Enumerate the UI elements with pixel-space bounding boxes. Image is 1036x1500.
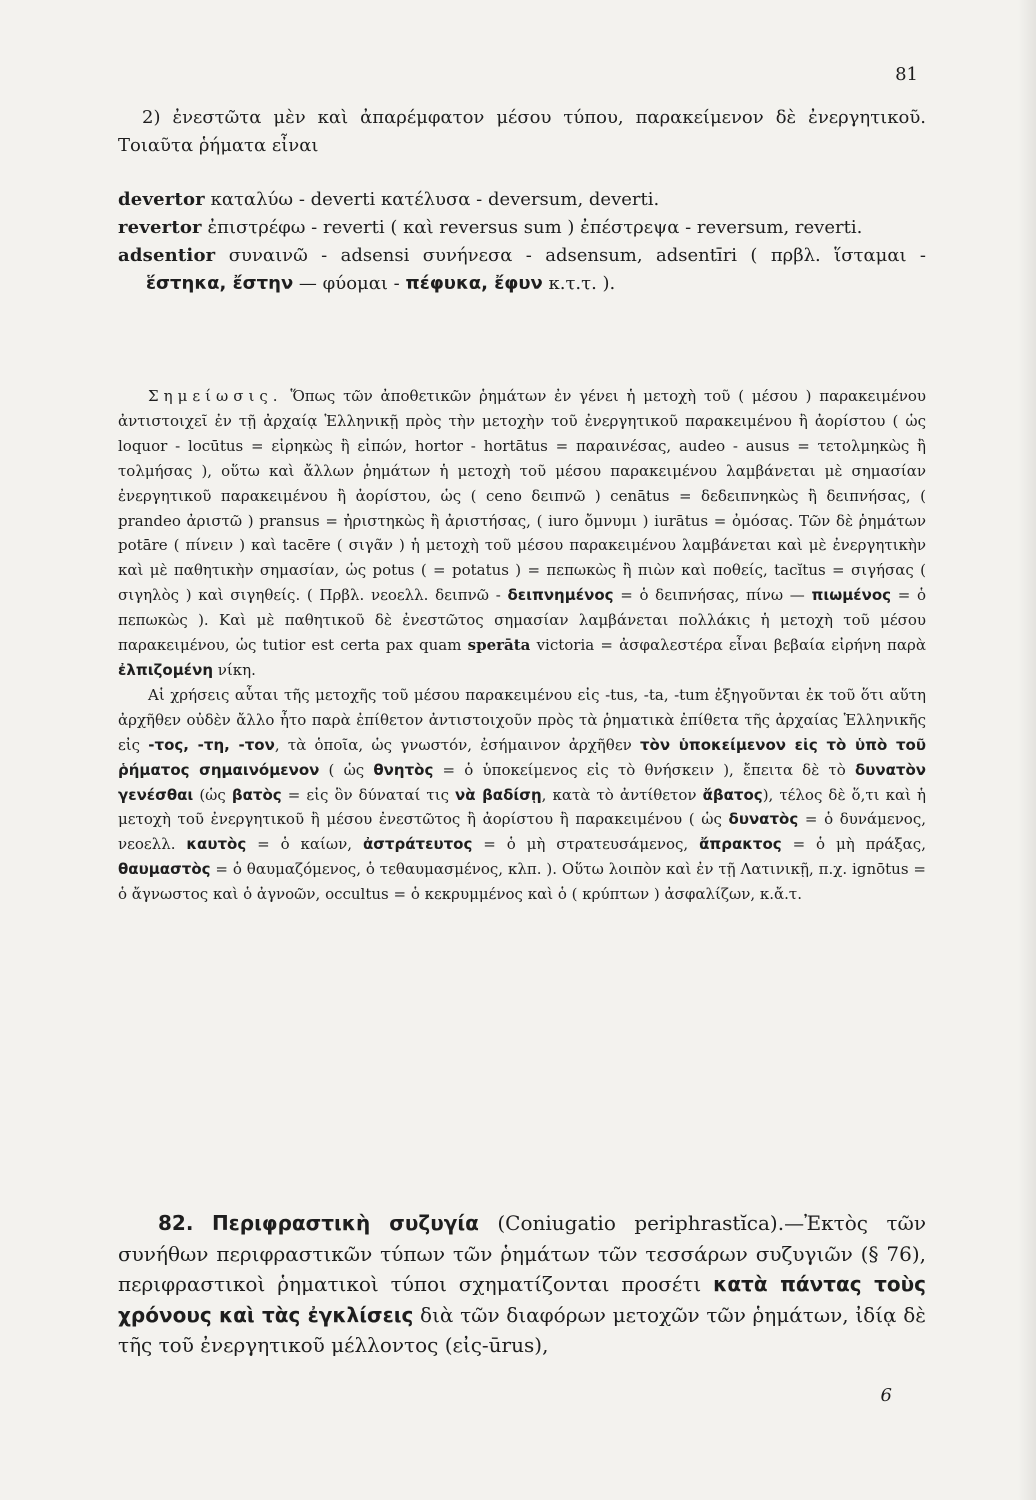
note-text: = ὁ μὴ στρατευσάμενος, (472, 835, 700, 854)
bold-form: ἄβατος (702, 785, 763, 804)
note-text: = ὁ δειπνήσας, πίνω — (613, 586, 812, 605)
note-section (118, 384, 926, 907)
note-paragraph-1 (118, 384, 926, 683)
entry-devertor (118, 186, 926, 214)
note-text: = ὁ καίων, (246, 835, 363, 854)
lemma: revertor (118, 217, 202, 238)
note-text: = ὁ θαυμαζόμενος, ὁ τεθαυμασμένος, κλπ. ). Οὕτω λοιπὸν καὶ ἐν τῇ Λατινικῇ, π.χ. ignōtus = ὁ ἄγνωστος καὶ ὁ ἀγνοῶν, occultus = ὁ κεκρυμμένος καὶ ὁ ( κρύπτων ) ἀσφαλίζων, κ.ἄ.τ. (118, 860, 926, 904)
note-text: (ὡς (193, 785, 232, 804)
entry-text: — φύομαι - (293, 273, 406, 294)
note-text: , κατὰ τὸ ἀντίθετον (541, 785, 703, 804)
note-text: ), τέλος δὲ ὅ,τι καὶ ἡ μετοχὴ τοῦ ἐνεργητικοῦ ἢ μέσου ἐνεστῶτος ἢ ἀορίστου ἢ παρακειμένου ( ὡς (118, 785, 926, 829)
bold-form: δειπνημένος (507, 586, 614, 605)
entry-text: κ.τ.τ. ). (542, 273, 616, 294)
entry-text: συναινῶ - adsensi συνήνεσα - adsensum, adsentīri ( πρβλ. ἵσταμαι - (215, 245, 926, 266)
entry-text: ἐπιστρέφω - reverti ( καὶ reversus sum ) ἐπέστρεψα - reversum, reverti. (201, 217, 863, 238)
intro-paragraph (118, 104, 926, 160)
entry-revertor (118, 214, 926, 242)
section-paragraph (118, 1208, 926, 1361)
bold-form: ἀστράτευτος (362, 835, 473, 854)
note-text: = ὁ μὴ πράξας, (781, 835, 926, 854)
bold-form: δυνατὸς (728, 810, 799, 829)
note-paragraph-2 (118, 683, 926, 907)
bold-form: βατὸς (231, 785, 282, 804)
note-text: = ὁ δυνάμενος, νεοελλ. (118, 810, 927, 854)
entry-adsentior (118, 242, 926, 298)
note-text: Ὅπως τῶν ἀποθετικῶν ῥημάτων ἐν γένει ἡ μετοχὴ τοῦ ( μέσου ) παρακειμένου ἀντιστοιχεῖ ἐν τῇ ἀρχαίᾳ Ἑλληνικῇ πρὸς τὴν μετοχὴν τοῦ ἐνεργητικοῦ παρακειμένου ἢ ἀορίστου ( ὡς loquor - locūtus = εἰρηκὼς ἢ εἰπών, hortor - hortātus = παραινέσας, audeo - ausus = τετολμηκὼς ἢ τολμήσας ), οὕτω καὶ ἄλλων ῥημάτων ἡ μετοχὴ τοῦ μέσου παρακειμένου λαμβάνεται μὲ σημασίαν ἐνεργητικοῦ παρακειμένου ἢ ἀορίστου, ὡς ( ceno δειπνῶ ) cenātus = δεδειπνηκὼς ἢ δειπνήσας, ( prandeo ἀριστῶ ) pransus = ἠριστηκὼς ἢ ἀριστήσας, ( iuro ὄμνυμι ) iurātus = ὀμόσας. Τῶν δὲ ῥημάτων potāre ( πίνειν ) καὶ tacēre ( σιγᾶν ) ἡ μετοχὴ τοῦ μέσου παρακειμένου λαμβάνεται καὶ μὲ ἐνεργητικὴν καὶ μὲ παθητικὴν σημασίαν, ὡς potus ( = potatus ) = πεπωκὼς ἢ πιὼν καὶ ποθείς, tacĭtus = σιγήσας ( σιγηλὸς ) καὶ σιγηθείς. ( Πρβλ. νεοελλ. δειπνῶ - (118, 387, 926, 605)
page-edge-shadow (1018, 0, 1036, 1500)
bold-form: θαυμαστὸς (118, 860, 211, 879)
bold-form: sperāta (467, 636, 531, 655)
note-text: = εἰς ὃν δύναταί τις (281, 785, 456, 804)
bold-form: πέφυκα, ἔφυν (405, 273, 543, 294)
note-text: νίκη. (213, 660, 256, 679)
bold-form: -τος, -τη, -τον (148, 735, 275, 754)
note-text: = ὁ πεπωκὼς ). Καὶ μὲ παθητικοῦ δὲ ἐνεστῶτος σημασίαν λαμβάνεται πολλάκις ἡ μετοχὴ τοῦ μέσου παρακειμένου, ὡς tutior est certa pax quam (118, 586, 927, 655)
section-text: διὰ τῶν διαφόρων μετοχῶν τῶν ῥημάτων, ἰδίᾳ δὲ τῆς τοῦ ἐνεργητικοῦ μέλλοντος (εἰς-ūrus), (118, 1302, 926, 1358)
signature-mark: 6 (880, 1385, 892, 1406)
bold-form: τὸν ὑποκείμενον εἰς τὸ ὑπὸ τοῦ ῥήματος σημαινόμενον (118, 735, 926, 779)
bold-form: νὰ βαδίσῃ (455, 785, 542, 804)
lemma: devertor (118, 189, 205, 210)
lemma: adsentior (118, 245, 216, 266)
bold-form: καυτὸς (186, 835, 247, 854)
bold-form: ἕστηκα, ἔστην (146, 273, 294, 294)
note-text: , τὰ ὁποῖα, ὡς γνωστόν, ἐσήμαινον ἀρχῆθεν (274, 735, 640, 754)
bold-form: θνητὸς (373, 760, 434, 779)
page-number: 81 (895, 64, 918, 85)
bold-phrase: κατὰ πάντας τοὺς χρόνους καὶ τὰς ἐγκλίσεις (118, 1272, 926, 1327)
note-text: ( ὡς (319, 760, 374, 779)
note-text: = ὁ ὑποκείμενος εἰς τὸ θνήσκειν ), ἔπειτα δὲ τὸ (433, 760, 855, 779)
section-82 (118, 1208, 926, 1361)
note-text: Αἱ χρήσεις αὗται τῆς μετοχῆς τοῦ μέσου παρακειμένου εἰς -tus, -ta, -tum ἐξηγοῦνται ἐκ τοῦ ὅτι αὕτη ἀρχῆθεν οὐδὲν ἄλλο ἦτο παρὰ ἐπίθετον ἀντιστοιχοῦν πρὸς τὰ ῥηματικὰ ἐπίθετα τῆς ἀρχαίας Ἑλληνικῆς εἰς (118, 685, 926, 754)
bold-form: πιωμένος (811, 586, 892, 605)
section-number: 82. (158, 1211, 194, 1235)
bold-form: ἄπρακτος (699, 835, 782, 854)
intro-text: 2) ἐνεστῶτα μὲν καὶ ἀπαρέμφατον μέσου τύπου, παρακείμενον δὲ ἐνεργητικοῦ. Τοιαῦτα ῥήματα εἶναι (118, 107, 926, 156)
bold-form: ἐλπιζομένη (118, 660, 214, 679)
section-text: —Ἐκτὸς τῶν συνήθων περιφραστικῶν τύπων τῶν ῥημάτων τῶν τεσσάρων συζυγιῶν (§ 76), περιφραστικοὶ ῥηματικοὶ τύποι σχηματίζονται προσέτι (118, 1211, 926, 1297)
bold-form: δυνατὸν γενέσθαι (118, 760, 926, 804)
note-heading: Σημείωσις. (148, 387, 283, 405)
section-latin-title: (Coniugatio periphrastĭca). (478, 1211, 785, 1235)
section-title: Περιφραστικὴ συζυγία (211, 1211, 479, 1235)
note-text: victoria = ἀσφαλεστέρα εἶναι βεβαία εἰρήνη παρὰ (530, 636, 926, 655)
verb-entries (118, 186, 926, 298)
entry-text: καταλύω - deverti κατέλυσα - deversum, deverti. (204, 189, 660, 210)
